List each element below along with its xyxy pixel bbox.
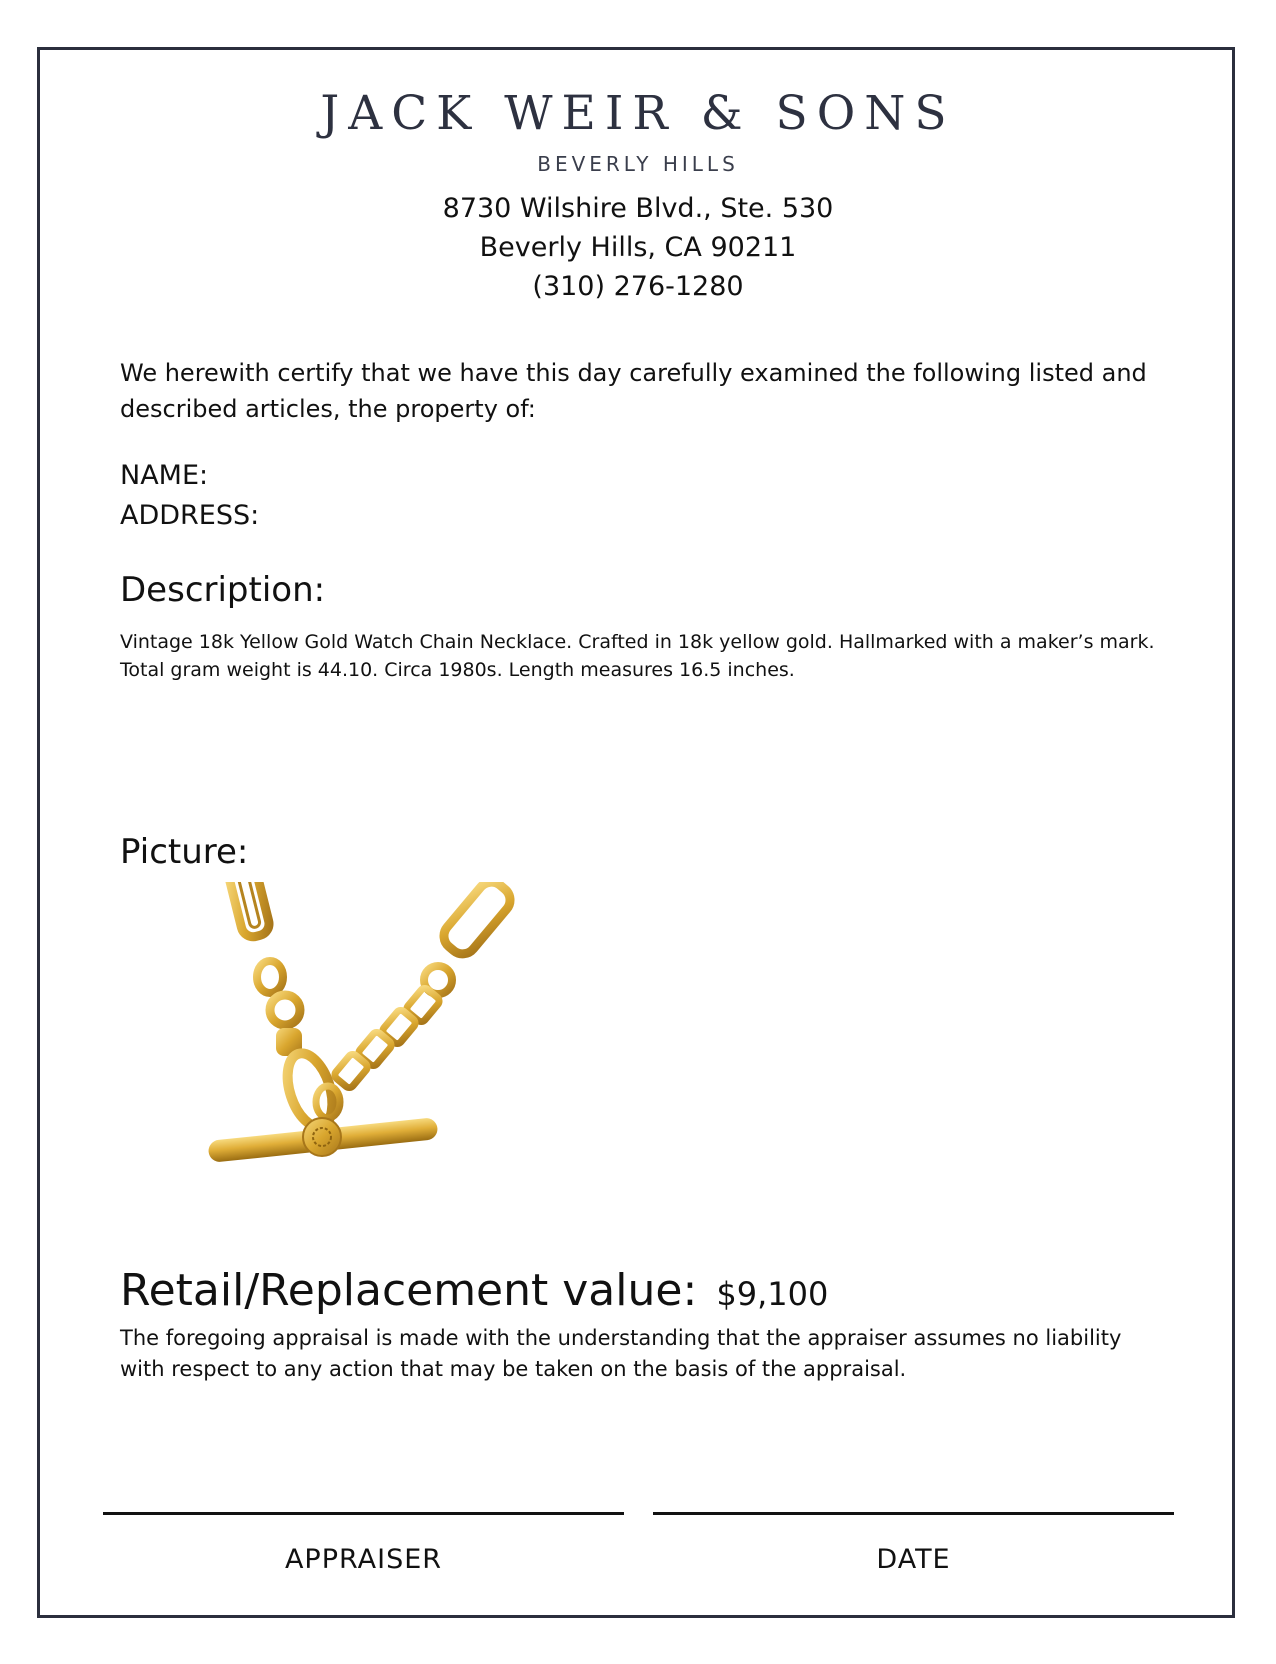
phone-number: (310) 276-1280 (532, 271, 744, 302)
owner-name-label: NAME: (120, 460, 209, 491)
date-label: DATE (876, 1544, 951, 1575)
brand-location: BEVERLY HILLS (537, 152, 739, 176)
certification-statement: We herewith certify that we have this day carefully examined the following listed and described articles, the property of: (120, 359, 1147, 423)
valuation-row (120, 1265, 828, 1316)
owner-address-label: ADDRESS: (120, 500, 260, 531)
address-city: Beverly Hills, CA 90211 (479, 232, 797, 263)
appraiser-signature-line (103, 1512, 624, 1515)
disclaimer-text: The foregoing appraisal is made with the understanding that the appraiser assumes no liability with respect to any action that may be taken on the basis of the appraisal. (120, 1326, 1122, 1381)
appraiser-label: APPRAISER (284, 1544, 443, 1575)
necklace-photo (190, 882, 550, 1202)
address-street: 8730 Wilshire Blvd., Ste. 530 (442, 193, 834, 224)
right-chain-links (316, 882, 516, 1118)
swivel-clasp (270, 995, 341, 1132)
t-bar (207, 1117, 438, 1163)
left-chain-links (226, 882, 283, 993)
valuation-label: Retail/Replacement value: (120, 1265, 698, 1316)
brand-name: JACK WEIR & SONS (320, 86, 956, 141)
date-signature-line (653, 1512, 1174, 1515)
description-heading: Description: (120, 570, 326, 610)
valuation-amount: $9,100 (716, 1275, 829, 1313)
description-text: Vintage 18k Yellow Gold Watch Chain Necklace. Crafted in 18k yellow gold. Hallmarked with a maker’s mark. Total gram weight is 44.10. Circa 1980s. Length measures 16.5 inches. (120, 631, 1155, 681)
picture-heading: Picture: (120, 832, 249, 872)
